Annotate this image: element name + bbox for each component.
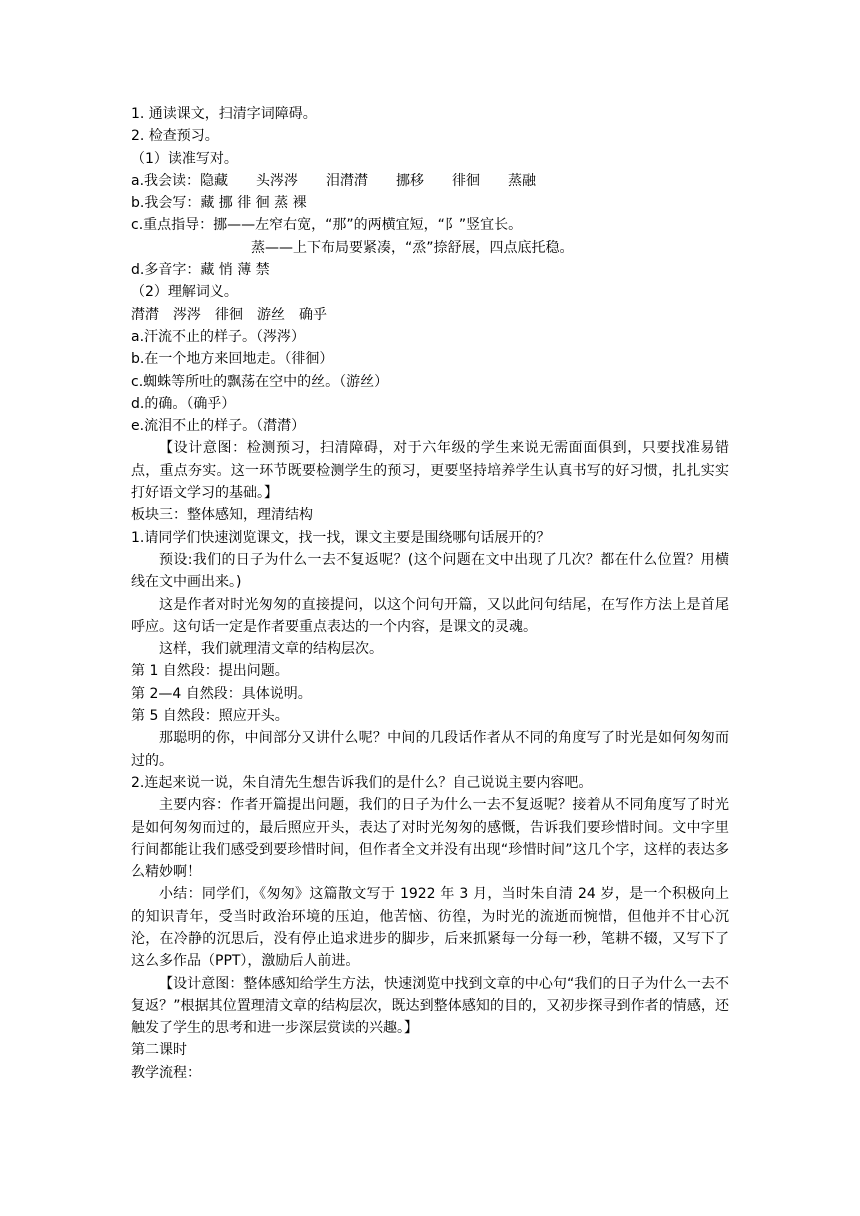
text-line: 这样，我们就理清文章的结构层次。 [159, 641, 383, 658]
text-line: 1. 通读课文，扫清字词障碍。 [131, 106, 317, 122]
text-line: 2.连起来说一说，朱自清先生想告诉我们的是什么？自己说说主要内容吧。 [131, 774, 593, 791]
text-line: 第 5 自然段：照应开头。 [131, 708, 289, 725]
text-line: c.蜘蛛等所吐的飘荡在空中的丝。（游丝） [131, 373, 389, 390]
paragraph: 那聪明的你，中间部分又讲什么呢？中间的几段话作者从不同的角度写了时光是如何匆匆而过的。 [131, 730, 729, 769]
text-line: 潸潸 涔涔 徘徊 游丝 确乎 [131, 306, 327, 323]
text-line: 教学流程： [131, 1064, 201, 1081]
text-line: d.的确。（确乎） [131, 395, 236, 412]
paragraph: 预设:我们的日子为什么一去不复返呢？(这个问题在文中出现了几次？都在什么位置？用横线在文中画出来。) [131, 551, 729, 591]
text-line: b.我会写：藏 挪 徘 徊 蒸 裸 [131, 195, 307, 212]
text-line: （1）读准写对。 [131, 150, 238, 167]
text-line: b.在一个地方来回地走。（徘徊） [131, 351, 334, 368]
paragraph: 主要内容：作者开篇提出问题，我们的日子为什么一去不复返呢？接着从不同角度写了时光是如何匆匆而过的，最后照应开头，表达了对时光匆匆的感慨，告诉我们要珍惜时间。文中字里行间都能让我们感受到要珍惜时间，但作者全文并没有出现“珍惜时间”这几个字，这样的表达多么精妙啊！ [131, 797, 729, 881]
design-intent-paragraph: 【设计意图：检测预习，扫清障碍，对于六年级的学生来说无需面面俱到，只要找准易错点，重点夯实。这一环节既要检测学生的预习，更要坚持培养学生认真书写的好习惯，扎扎实实打好语文学习的基础。】 [131, 440, 729, 502]
text-line: a.我会读：隐藏 头涔涔 泪潸潸 挪移 徘徊 蒸融 [131, 172, 537, 189]
summary-paragraph: 小结：同学们，《匆匆》这篇散文写于 1922 年 3 月，当时朱自清 24 岁，是一个积极向上的知识青年，受当时政治环境的压迫，他苦恼、彷徨，为时光的流逝而惋惜，但他并不甘心沉沦，在冷静的沉思后，没有停止追求进步的脚步，后来抓紧每一分每一秒，笔耕不辍，又写下了这么多作品（PPT），激励后人前进。 [131, 886, 729, 970]
text-line: 2. 检查预习。 [131, 128, 219, 145]
section-heading: 第二课时 [131, 1042, 187, 1059]
section-heading: 板块三：整体感知，理清结构 [131, 507, 313, 524]
text-line: （2）理解词义。 [131, 284, 238, 301]
text-line: 蒸——上下布局要紧凑，“烝”捺舒展，四点底托稳。 [251, 239, 574, 256]
paragraph: 这是作者对时光匆匆的直接提问，以这个问句开篇，又以此问句结尾，在写作方法上是首尾呼应。这句话一定是作者要重点表达的一个内容，是课文的灵魂。 [131, 596, 729, 635]
text-line: 1.请同学们快速浏览课文，找一找，课文主要是围绕哪句话展开的？ [131, 529, 551, 546]
text-line: d.多音字：藏 悄 薄 禁 [131, 262, 270, 279]
text-line: c.重点指导：挪——左窄右宽，“那”的两横宜短，“阝”竖宜长。 [131, 217, 523, 234]
text-line: e.流泪不止的样子。（潸潸） [131, 418, 306, 435]
text-line: 第 1 自然段：提出问题。 [131, 663, 289, 680]
text-line: a.汗流不止的样子。（涔涔） [131, 328, 306, 345]
design-intent-paragraph: 【设计意图：整体感知给学生方法，快速浏览中找到文章的中心句“我们的日子为什么一去不复返？”根据其位置理清文章的结构层次，既达到整体感知的目的，又初步探寻到作者的情感，还触发了学生的思考和进一步深层赏读的兴趣。】 [131, 975, 729, 1037]
text-line: 第 2—4 自然段：具体说明。 [131, 685, 312, 702]
